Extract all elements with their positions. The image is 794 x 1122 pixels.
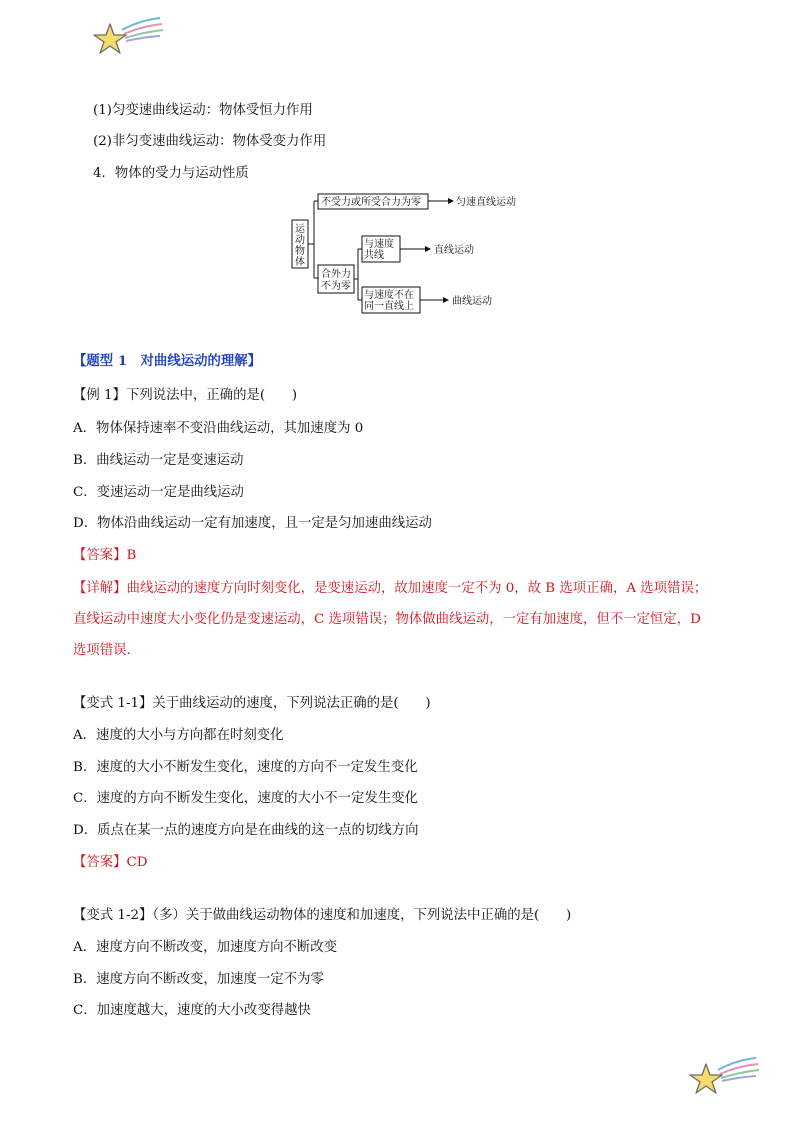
example1-detail-2: 直线运动中速度大小变化仍是变速运动，C 选项错误；物体做曲线运动，一定有加速度，但不一定恒定，D	[73, 612, 701, 627]
sub2-line2: 同一直线上	[364, 301, 414, 312]
variant1-1-answer: 【答案】CD	[73, 855, 148, 870]
variant1-1-stem: 【变式 1-1】关于曲线运动的速度，下列说法正确的是( )	[73, 696, 431, 711]
root-char-1: 运	[295, 224, 305, 235]
root-char-2: 动	[295, 235, 305, 246]
root-char-3: 物	[295, 246, 305, 257]
example1-stem: 【例 1】下列说法中，正确的是( )	[73, 388, 298, 403]
variant1-1-option-b: B．速度的大小不断发生变化，速度的方向不一定发生变化	[73, 760, 418, 775]
star-comet-icon	[92, 16, 164, 58]
sub2-result-label: 曲线运动	[452, 296, 492, 307]
result-top-label: 匀速直线运动	[456, 197, 516, 208]
example1-option-b: B．曲线运动一定是变速运动	[73, 453, 244, 468]
example1-detail-1: 【详解】曲线运动的速度方向时刻变化，是变速运动，故加速度一定不为 0，故 B 选项正确，A 选项错误；	[73, 581, 708, 596]
variant1-2-stem: 【变式 1-2】（多）关于做曲线运动物体的速度和加速度，下列说法中正确的是( )	[73, 908, 572, 923]
variant1-2-option-a: A．速度方向不断改变，加速度方向不断改变	[73, 940, 338, 955]
topic-title: 【题型 1 对曲线运动的理解】	[73, 353, 262, 369]
sub1-line2: 共线	[364, 250, 384, 261]
force-motion-diagram	[290, 190, 540, 315]
example1-option-d: D．物体沿曲线运动一定有加速度，且一定是匀加速曲线运动	[73, 516, 432, 531]
sub1-line1: 与速度	[364, 239, 394, 250]
branch-bottom-line2: 不为零	[321, 281, 351, 292]
sub2-line1: 与速度不在	[364, 290, 414, 301]
section-heading-4: 4．物体的受力与运动性质	[93, 166, 249, 181]
variant1-1-option-a: A．速度的大小与方向都在时刻变化	[73, 728, 284, 743]
intro-item-1: (1)匀变速曲线运动：物体受恒力作用	[93, 103, 313, 118]
branch-bottom-line1: 合外力	[321, 269, 351, 280]
variant1-2-option-c: C．加速度越大，速度的大小改变得越快	[73, 1003, 311, 1018]
variant1-2-option-b: B．速度方向不断改变，加速度一定不为零	[73, 972, 324, 987]
variant1-1-option-d: D．质点在某一点的速度方向是在曲线的这一点的切线方向	[73, 823, 419, 838]
example1-detail-3: 选项错误.	[73, 643, 131, 658]
sub1-result-label: 直线运动	[434, 245, 474, 256]
star-comet-icon	[688, 1056, 760, 1098]
example1-option-a: A．物体保持速率不变沿曲线运动，其加速度为 0	[73, 421, 364, 436]
example1-answer: 【答案】B	[73, 548, 137, 563]
example1-option-c: C．变速运动一定是曲线运动	[73, 485, 244, 500]
variant1-1-option-c: C．速度的方向不断发生变化，速度的大小不一定发生变化	[73, 791, 419, 806]
branch-top-label: 不受力或所受合力为零	[321, 197, 421, 208]
root-char-4: 体	[295, 257, 305, 268]
intro-item-2: (2)非匀变速曲线运动：物体受变力作用	[93, 134, 327, 149]
